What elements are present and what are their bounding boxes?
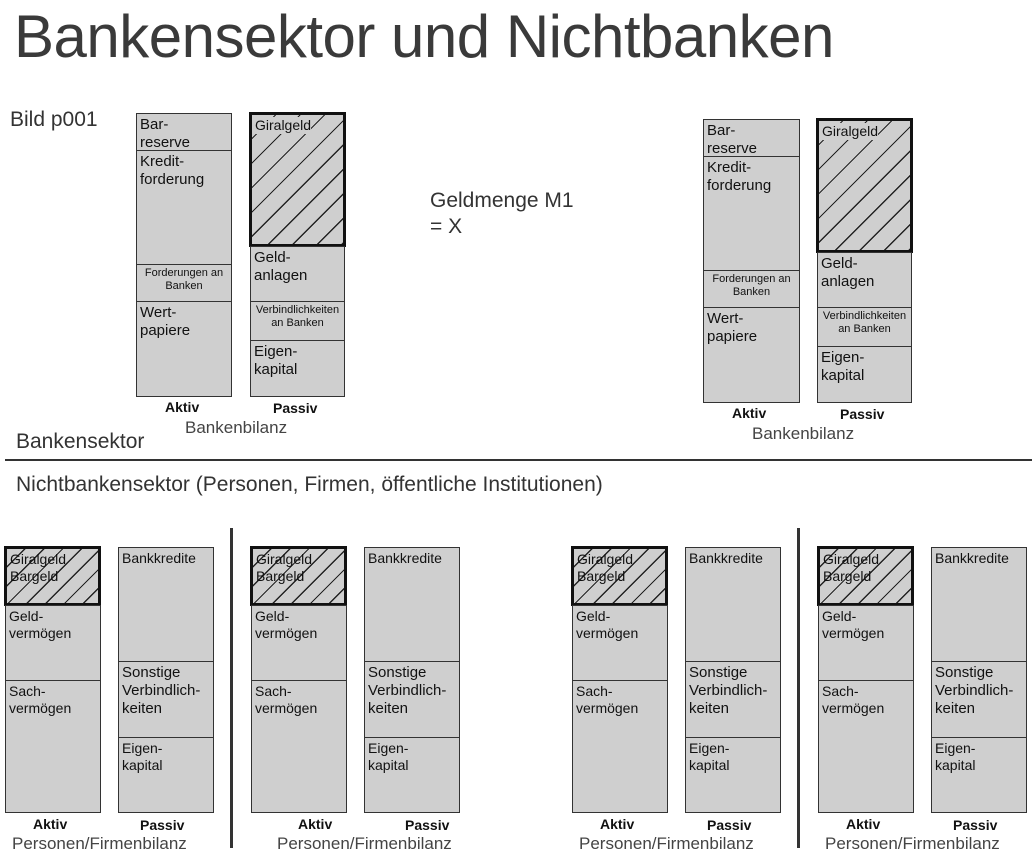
person4-aktiv-sachvermoegen: Sach- vermögen: [818, 680, 914, 813]
person4-passiv-eigenkapital: Eigen- kapital: [931, 737, 1027, 813]
person1-passiv-eigenkapital: Eigen- kapital: [118, 737, 214, 813]
person2-aktiv-sachvermoegen: Sach- vermögen: [251, 680, 347, 813]
person2-bilanz-caption: Personen/Firmenbilanz: [277, 834, 452, 853]
bank2-passiv-caption: Passiv: [840, 406, 885, 422]
separator-line-2: [797, 528, 800, 848]
bank1-aktiv-caption: Aktiv: [165, 399, 200, 415]
bank1-passiv-geldanlagen: Geld- anlagen: [250, 246, 345, 302]
person4-bilanz-caption: Personen/Firmenbilanz: [825, 834, 1000, 853]
bank1-passiv-verbindlichkeiten-banken: Verbindlichkeiten an Banken: [250, 301, 345, 341]
bank2-aktiv-barreserve: Bar- reserve: [703, 119, 800, 157]
person3-passiv-eigenkapital: Eigen- kapital: [685, 737, 781, 813]
person2-passiv-eigenkapital: Eigen- kapital: [364, 737, 460, 813]
person1-aktiv-geldvermoegen: Geld- vermögen: [5, 605, 101, 681]
bank2-passiv-geldanlagen: Geld- anlagen: [817, 252, 912, 308]
bank1-aktiv-forderungen-banken: Forderungen an Banken: [136, 264, 232, 302]
bank1-aktiv-kreditforderung: Kredit- forderung: [136, 150, 232, 265]
banking-sector-label: Bankensektor: [16, 430, 145, 453]
person4-aktiv-giralgeld-bargeld: Giralgeld Bargeld: [817, 546, 914, 606]
money-supply-line2: = X: [430, 215, 463, 238]
bank1-passiv-caption: Passiv: [273, 400, 318, 416]
person1-aktiv-caption: Aktiv: [33, 816, 68, 832]
bank1-passiv-giralgeld: Giralgeld: [249, 112, 346, 247]
person3-passiv-sonstige: Sonstige Verbindlich- keiten: [685, 661, 781, 738]
person3-passiv-caption: Passiv: [707, 817, 752, 833]
person1-aktiv-giralgeld-bargeld: Giralgeld Bargeld: [4, 546, 101, 606]
person2-passiv-sonstige: Sonstige Verbindlich- keiten: [364, 661, 460, 738]
bank2-aktiv-caption: Aktiv: [732, 405, 767, 421]
person2-passiv-bankkredite: Bankkredite: [364, 547, 460, 662]
person1-passiv-sonstige: Sonstige Verbindlich- keiten: [118, 661, 214, 738]
bank2-aktiv-kreditforderung: Kredit- forderung: [703, 156, 800, 271]
person4-passiv-caption: Passiv: [953, 817, 998, 833]
page-title: Bankensektor und Nichtbanken: [14, 3, 834, 70]
money-supply-note: [430, 188, 574, 240]
bank1-passiv-eigenkapital: Eigen- kapital: [250, 340, 345, 397]
bank2-passiv-verbindlichkeiten-banken: Verbindlichkeiten an Banken: [817, 307, 912, 347]
person1-aktiv-sachvermoegen: Sach- vermögen: [5, 680, 101, 813]
person2-aktiv-geldvermoegen: Geld- vermögen: [251, 605, 347, 681]
person4-passiv-bankkredite: Bankkredite: [931, 547, 1027, 662]
money-supply-line1: Geldmenge M1: [430, 189, 574, 212]
person3-aktiv-sachvermoegen: Sach- vermögen: [572, 680, 668, 813]
bank2-passiv-giralgeld: Giralgeld: [816, 118, 913, 253]
bank1-aktiv-barreserve: Bar- reserve: [136, 113, 232, 151]
person1-passiv-bankkredite: Bankkredite: [118, 547, 214, 662]
figure-label: Bild p001: [10, 108, 98, 131]
separator-line-1: [230, 528, 233, 848]
person4-passiv-sonstige: Sonstige Verbindlich- keiten: [931, 661, 1027, 738]
bank2-passiv-eigenkapital: Eigen- kapital: [817, 346, 912, 403]
bank2-bilanz-caption: Bankenbilanz: [752, 424, 855, 443]
person3-passiv-bankkredite: Bankkredite: [685, 547, 781, 662]
person2-passiv-caption: Passiv: [405, 817, 450, 833]
person4-aktiv-caption: Aktiv: [846, 816, 881, 832]
bank2-aktiv-wertpapiere: Wert- papiere: [703, 307, 800, 403]
person4-aktiv-geldvermoegen: Geld- vermögen: [818, 605, 914, 681]
sector-divider: [5, 459, 1032, 461]
person3-aktiv-giralgeld-bargeld: Giralgeld Bargeld: [571, 546, 668, 606]
bank1-bilanz-caption: Bankenbilanz: [185, 418, 288, 437]
person1-passiv-caption: Passiv: [140, 817, 185, 833]
bank1-aktiv-wertpapiere: Wert- papiere: [136, 301, 232, 397]
person2-aktiv-caption: Aktiv: [298, 816, 333, 832]
nonbank-sector-label: Nichtbankensektor (Personen, Firmen, öffentliche Institutionen): [16, 473, 603, 496]
person2-aktiv-giralgeld-bargeld: Giralgeld Bargeld: [250, 546, 347, 606]
person3-bilanz-caption: Personen/Firmenbilanz: [579, 834, 754, 853]
person1-bilanz-caption: Personen/Firmenbilanz: [12, 834, 187, 853]
person3-aktiv-geldvermoegen: Geld- vermögen: [572, 605, 668, 681]
person3-aktiv-caption: Aktiv: [600, 816, 635, 832]
bank2-aktiv-forderungen-banken: Forderungen an Banken: [703, 270, 800, 308]
